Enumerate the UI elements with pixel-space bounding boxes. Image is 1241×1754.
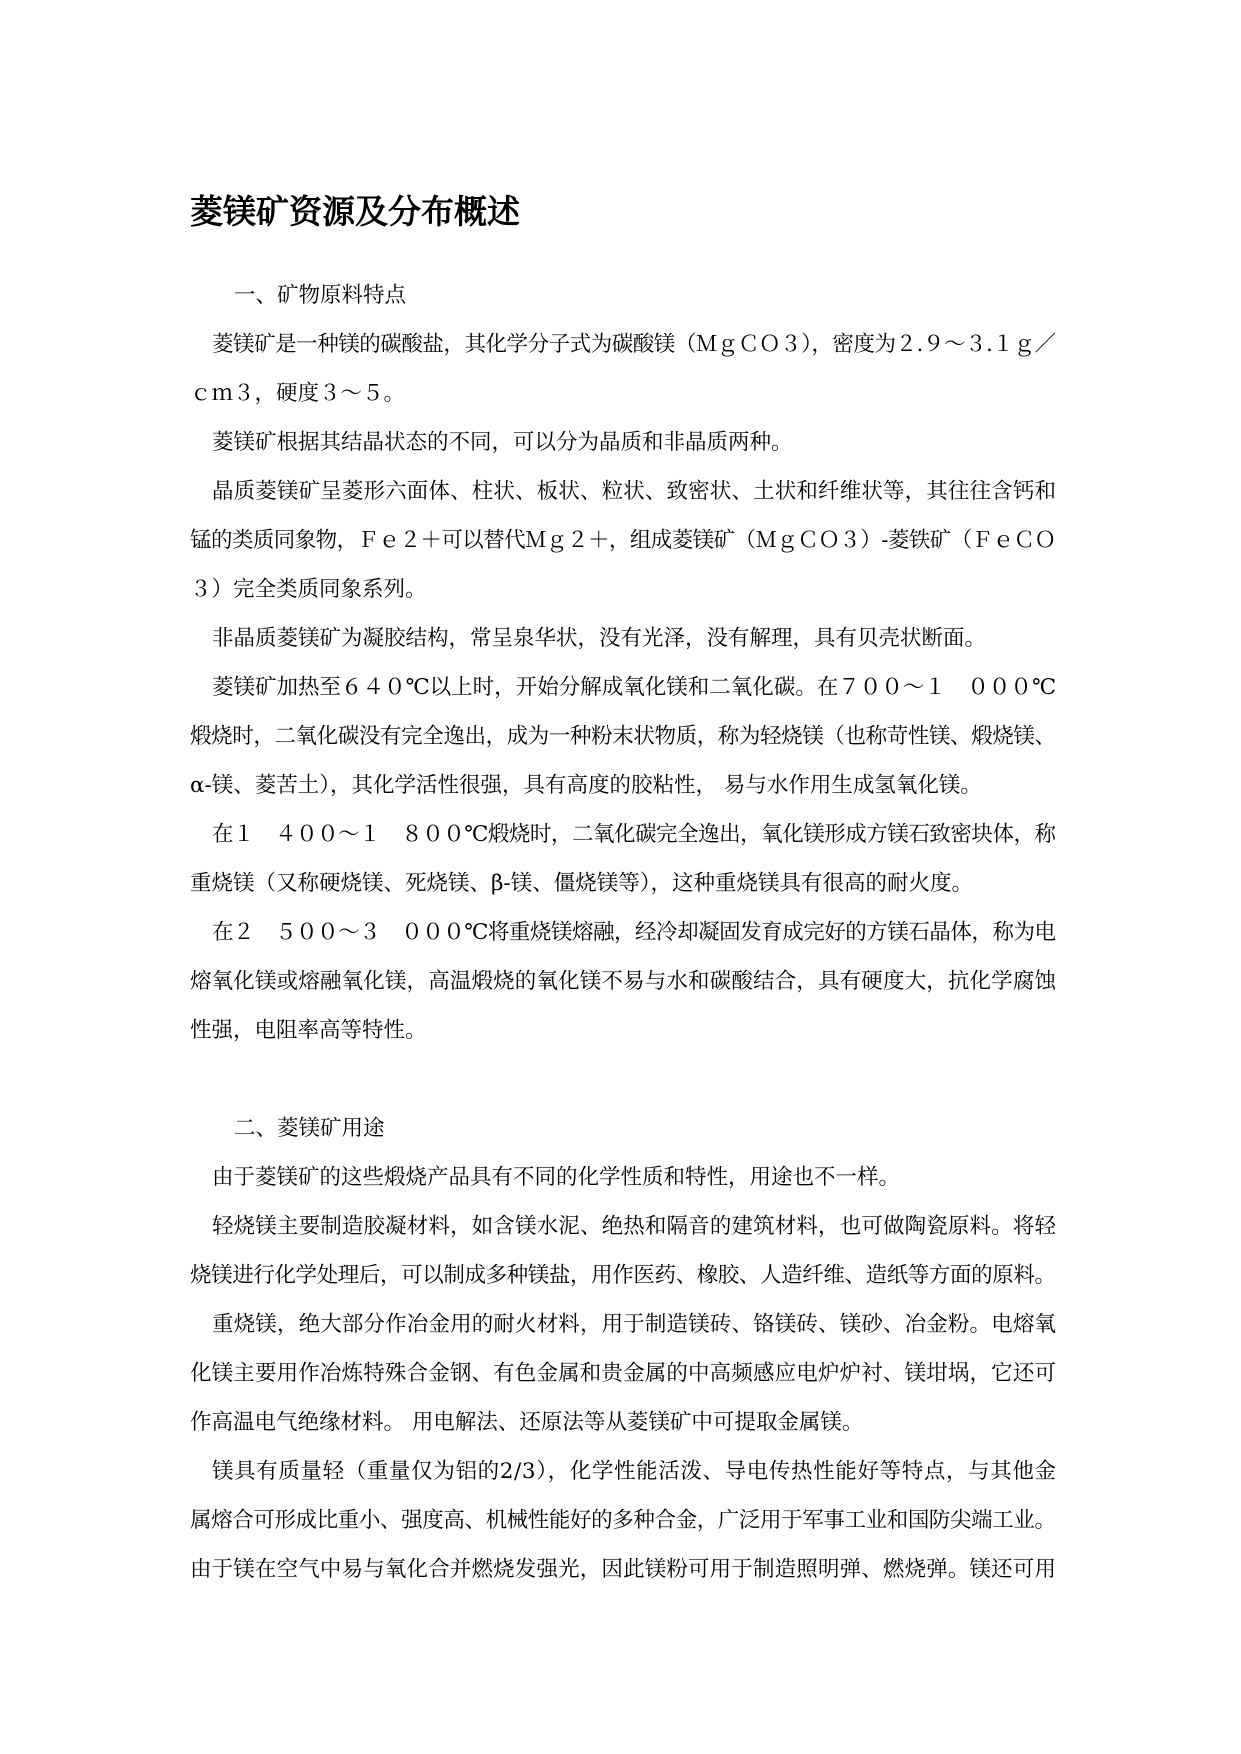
text-line: 作高温电气绝缘材料。 用电解法、还原法等从菱镁矿中可提取金属镁。 — [190, 1410, 864, 1435]
text-line: 化镁主要用作冶炼特殊合金钢、有色金属和贵金属的中高频感应电炉炉衬、镁坩埚，它还可 — [190, 1361, 1057, 1386]
text-line: 熔氧化镁或熔融氧化镁，高温煅烧的氧化镁不易与水和碳酸结合，具有硬度大，抗化学腐蚀 — [190, 969, 1057, 994]
text-line: 在１ ４００～１ ８００℃煅烧时，二氧化碳完全逸出，氧化镁形成方镁石致密块体，称 — [212, 822, 1056, 847]
text-line: 镁具有质量轻（重量仅为铝的2/3），化学性能活泼、导电传热性能好等特点，与其他金 — [212, 1459, 1057, 1484]
paragraph — [190, 1202, 1056, 1300]
paragraph — [190, 908, 1056, 1055]
document-body — [190, 271, 1056, 1594]
document-title: 菱镁矿资源及分布概述 — [190, 192, 520, 231]
text-line: 菱镁矿加热至６４０℃以上时，开始分解成氧化镁和二氧化碳。在７００～１ ０００℃ — [212, 675, 1057, 700]
text-line: 重烧镁（又称硬烧镁、死烧镁、β-镁、僵烧镁等），这种重烧镁具有很高的耐火度。 — [190, 871, 973, 896]
section-heading: 二、菱镁矿用途 — [234, 1116, 385, 1141]
paragraph — [190, 614, 1056, 663]
paragraph — [190, 320, 1056, 418]
section-heading: 一、矿物原料特点 — [234, 283, 407, 308]
text-line: 性强，电阻率高等特性。 — [190, 1018, 427, 1043]
text-line: 轻烧镁主要制造胶凝材料，如含镁水泥、绝热和隔音的建筑材料，也可做陶瓷原料。将轻 — [212, 1214, 1057, 1239]
text-line: 由于菱镁矿的这些煅烧产品具有不同的化学性质和特性，用途也不一样。 — [212, 1165, 901, 1190]
text-line: ３）完全类质同象系列。 — [190, 577, 427, 602]
paragraph — [190, 663, 1056, 810]
section — [190, 271, 1056, 1055]
text-line: 重烧镁，绝大部分作冶金用的耐火材料，用于制造镁砖、铬镁砖、镁砂、冶金粉。电熔氧 — [212, 1312, 1057, 1337]
text-line: 锰的类质同象物，Ｆｅ２＋可以替代Ｍｇ２＋，组成菱镁矿（ＭｇＣＯ３）-菱铁矿（ＦｅＣＯ — [190, 528, 1056, 553]
paragraph — [190, 467, 1056, 614]
paragraph — [190, 1153, 1056, 1202]
paragraph — [190, 1300, 1056, 1447]
text-line: 菱镁矿根据其结晶状态的不同，可以分为晶质和非晶质两种。 — [212, 430, 793, 455]
paragraph — [190, 418, 1056, 467]
text-line: 菱镁矿是一种镁的碳酸盐，其化学分子式为碳酸镁（ＭｇＣＯ３），密度为２.９～３.１ｇ／ — [212, 332, 1056, 357]
text-line: α-镁、菱苦土），其化学活性很强，具有高度的胶粘性， 易与水作用生成氢氧化镁。 — [190, 773, 982, 798]
text-line: 晶质菱镁矿呈菱形六面体、柱状、板状、粒状、致密状、土状和纤维状等，其往往含钙和 — [212, 479, 1057, 504]
paragraph — [190, 810, 1056, 908]
text-line: 由于镁在空气中易与氧化合并燃烧发强光，因此镁粉可用于制造照明弹、燃烧弹。镁还可用 — [190, 1557, 1057, 1582]
text-line: 属熔合可形成比重小、强度高、机械性能好的多种合金，广泛用于军事工业和国防尖端工业。 — [190, 1508, 1056, 1533]
section — [190, 1104, 1056, 1594]
text-line: 在２ ５００～３ ０００℃将重烧镁熔融，经冷却凝固发育成完好的方镁石晶体，称为电 — [212, 920, 1056, 945]
text-line: 煅烧时，二氧化碳没有完全逸出，成为一种粉末状物质，称为轻烧镁（也称苛性镁、煅烧镁、 — [190, 724, 1056, 749]
text-line: 非晶质菱镁矿为凝胶结构，常呈泉华状，没有光泽，没有解理，具有贝壳状断面。 — [212, 626, 987, 651]
text-line: 烧镁进行化学处理后，可以制成多种镁盐，用作医药、橡胶、人造纤维、造纸等方面的原料。 — [190, 1263, 1056, 1288]
blank-line — [190, 1055, 1056, 1104]
text-line: ｃｍ３，硬度３～５。 — [190, 381, 406, 406]
paragraph — [190, 1447, 1056, 1594]
